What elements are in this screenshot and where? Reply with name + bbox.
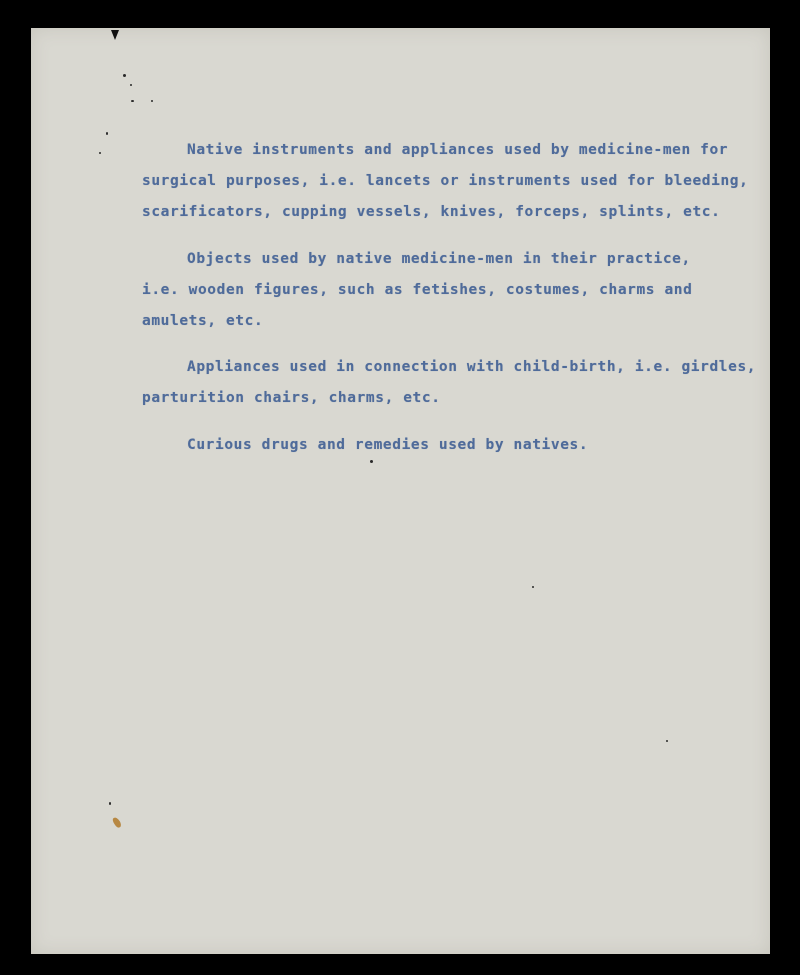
typewritten-page [31,28,770,954]
paper-speck [532,586,534,588]
paper-speck [666,740,668,742]
paragraph-3-line-2: parturition chairs, charms, etc. [142,390,441,406]
paper-stain [112,816,123,829]
paragraph-1-line-3: scarificators, cupping vessels, knives, forceps, splints, etc. [142,204,721,220]
paragraph-2-line-1: Objects used by native medicine-men in their practice, [187,251,691,267]
paragraph-2-line-3: amulets, etc. [142,313,264,329]
paragraph-4-line-1: Curious drugs and remedies used by natives. [187,437,589,453]
typed-text-body [31,28,770,453]
paragraph-2-line-2: i.e. wooden figures, such as fetishes, costumes, charms and [142,282,693,298]
paragraph-3-line-1: Appliances used in connection with child-birth, i.e. girdles, [187,359,757,375]
paper-speck [109,802,111,805]
paragraph-1-line-1: Native instruments and appliances used by medicine-men for [187,142,729,158]
paper-speck [370,460,373,463]
paragraph-1-line-2: surgical purposes, i.e. lancets or instruments used for bleeding, [142,173,749,189]
